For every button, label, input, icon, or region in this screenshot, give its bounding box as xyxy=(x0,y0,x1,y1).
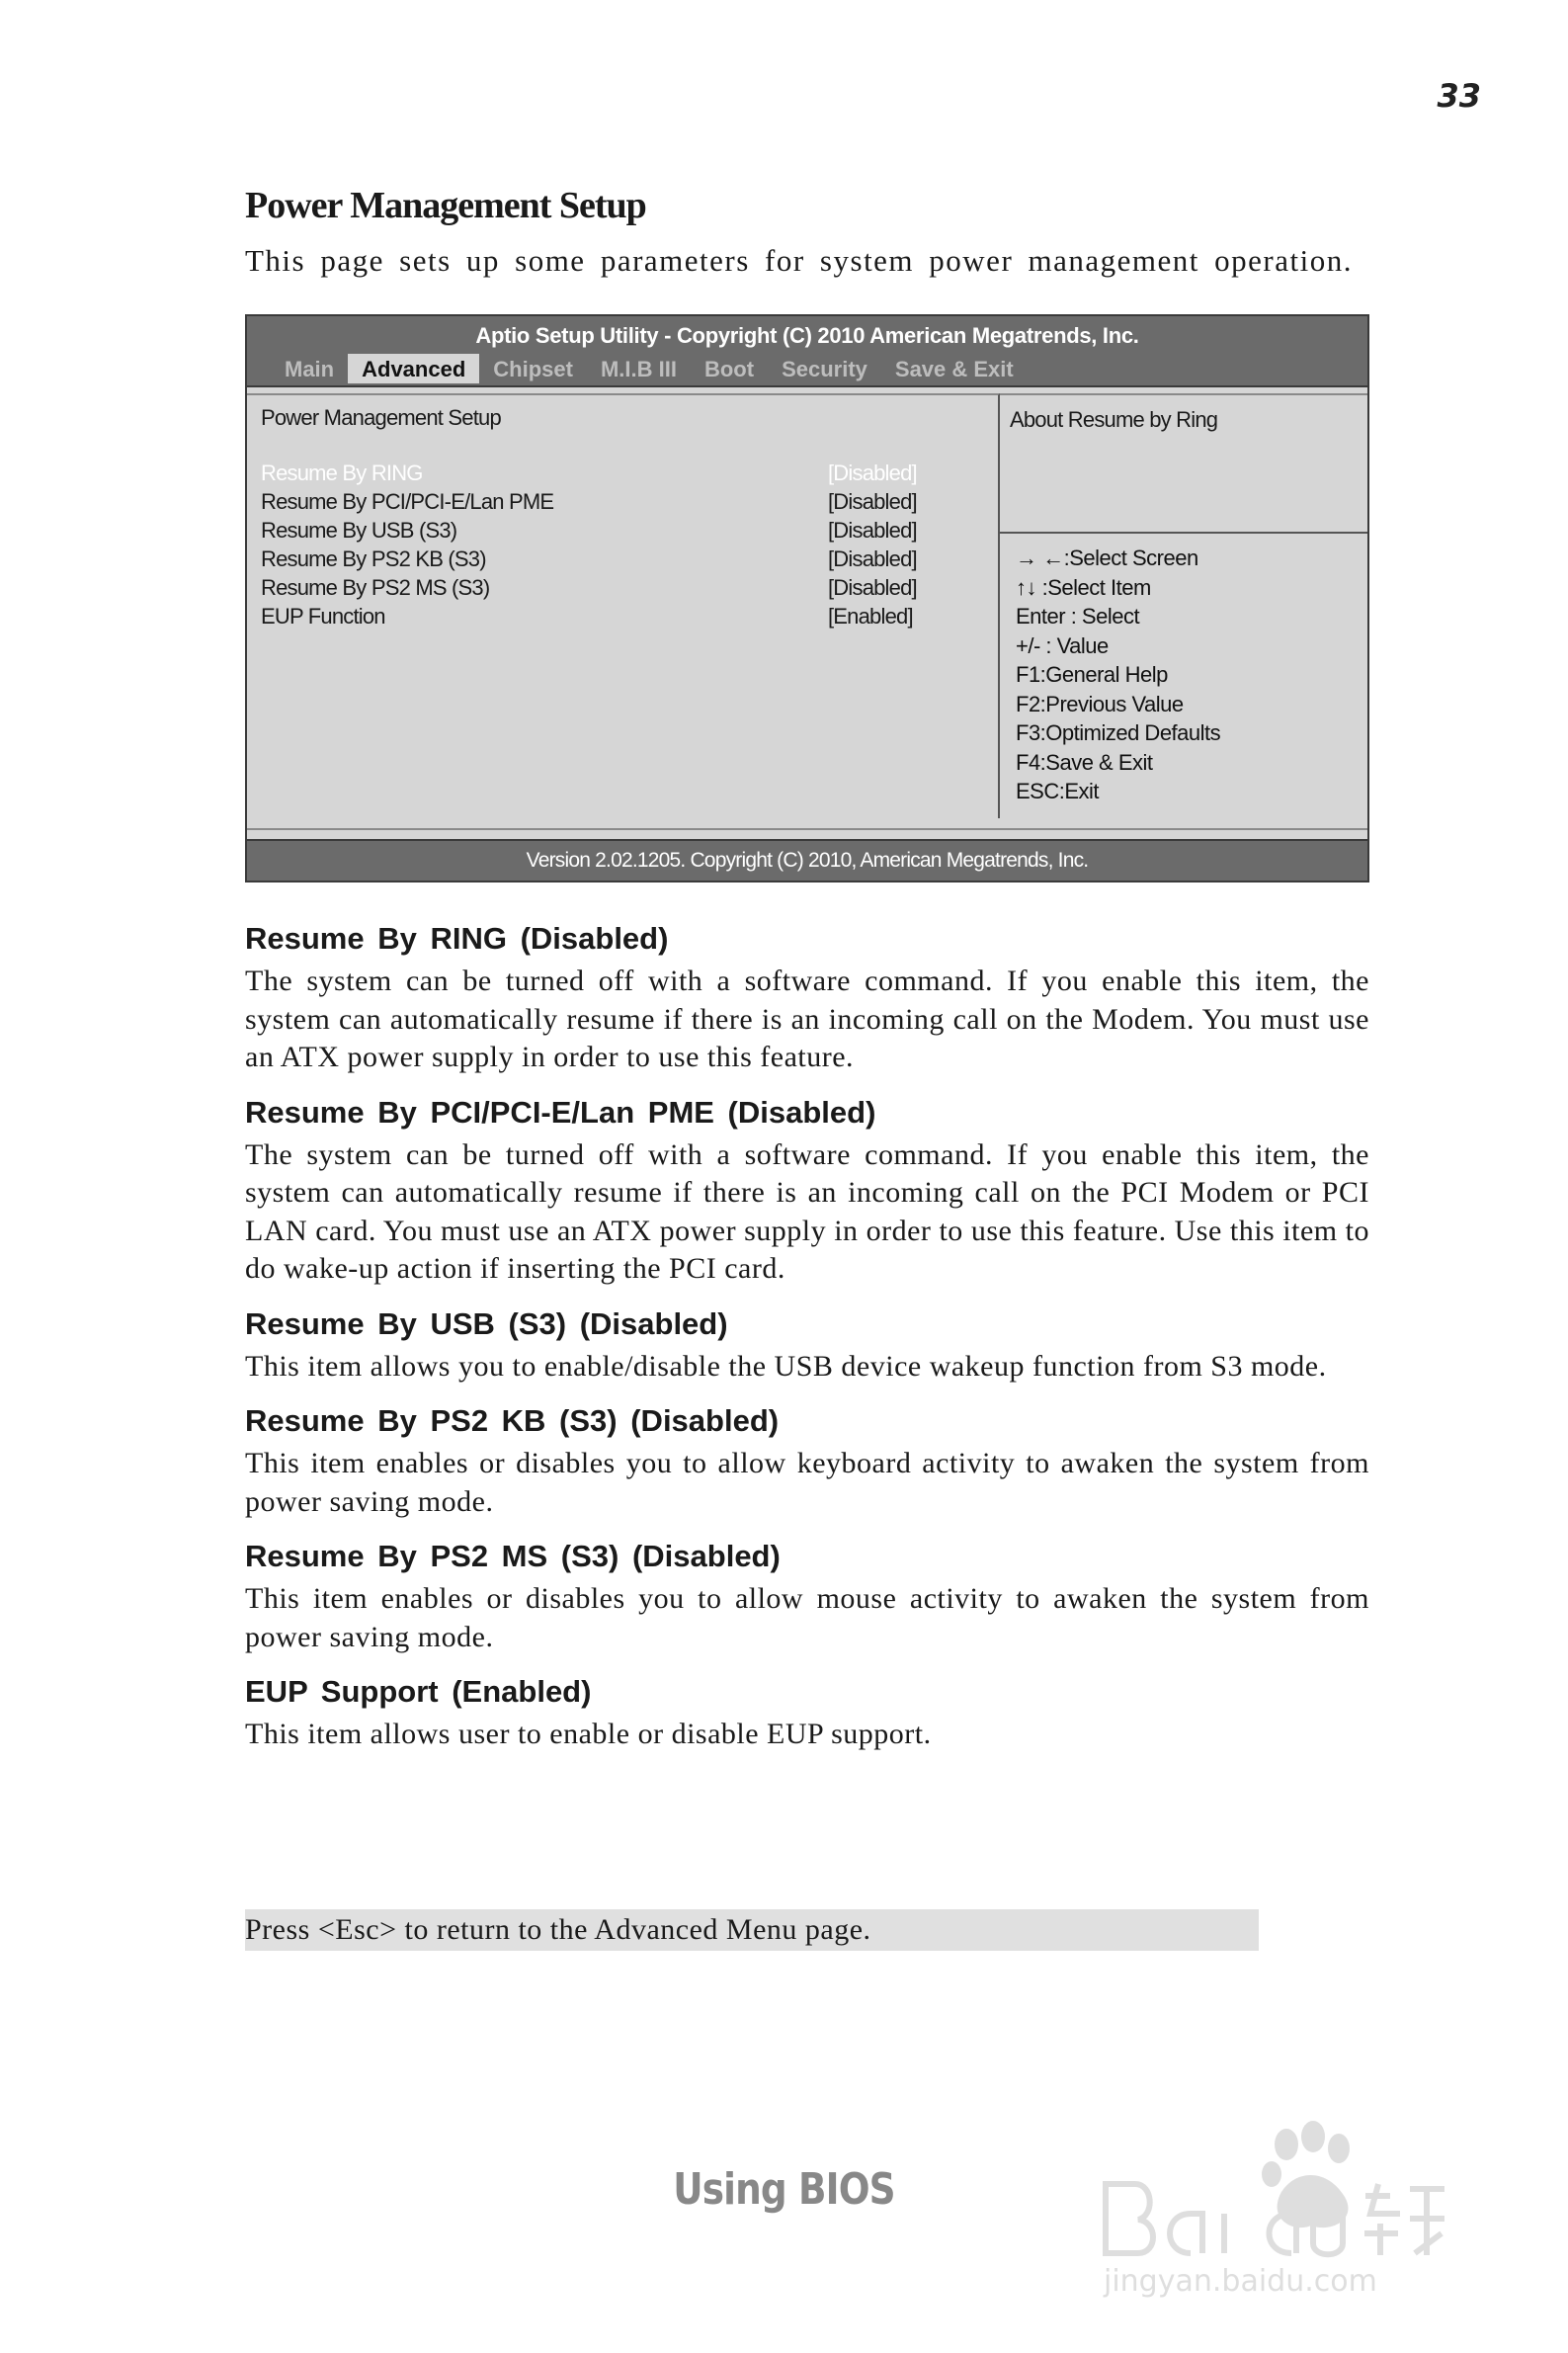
tab-save-exit[interactable]: Save & Exit xyxy=(894,357,1014,381)
tab-chipset[interactable]: Chipset xyxy=(493,357,573,381)
description-text: This item allows you to enable/disable the USB device wakeup function from S3 mode. xyxy=(245,1349,1327,1383)
bios-screenshot xyxy=(245,314,1369,882)
description-eup-support xyxy=(245,1674,1369,1754)
tab-main[interactable]: Main xyxy=(285,357,335,381)
description-resume-by-ps2-ms xyxy=(245,1539,1369,1656)
setting-value[interactable]: [Disabled] xyxy=(828,489,917,514)
setting-resume-by-ring[interactable] xyxy=(261,461,982,489)
setting-value[interactable]: [Disabled] xyxy=(828,518,917,543)
help-key-value: +/- : Value xyxy=(1016,632,1109,658)
page-intro: This page sets up some parameters for system power management operation. xyxy=(245,243,1353,278)
description-heading: EUP Support (Enabled) xyxy=(245,1674,592,1709)
help-key-f4: F4:Save & Exit xyxy=(1016,749,1153,775)
setting-label: Resume By PS2 KB (S3) xyxy=(261,546,486,571)
help-key-f3: F3:Optimized Defaults xyxy=(1016,720,1221,745)
about-text: About Resume by Ring xyxy=(1010,407,1218,432)
description-heading: Resume By USB (S3) (Disabled) xyxy=(245,1305,728,1341)
setting-descriptions xyxy=(245,921,1369,1772)
description-heading: Resume By RING (Disabled) xyxy=(245,921,669,956)
bios-help-panel xyxy=(1000,393,1367,818)
tab-security[interactable]: Security xyxy=(782,357,867,381)
setting-eup-function[interactable] xyxy=(261,604,982,632)
description-resume-by-pci xyxy=(245,1095,1369,1289)
baidu-watermark-logo xyxy=(1084,2115,1459,2303)
bios-footer: Version 2.02.1205. Copyright (C) 2010, American Megatrends, Inc. xyxy=(247,839,1367,881)
description-resume-by-ps2-kb xyxy=(245,1403,1369,1521)
setting-value[interactable]: [Disabled] xyxy=(828,575,917,600)
esc-note: Press <Esc> to return to the Advanced Menu page. xyxy=(245,1909,1259,1951)
help-key-esc: ESC:Exit xyxy=(1016,779,1100,803)
bios-header xyxy=(247,316,1367,387)
description-heading: Resume By PS2 MS (S3) (Disabled) xyxy=(245,1539,781,1573)
tab-advanced[interactable]: Advanced xyxy=(348,354,479,383)
description-resume-by-usb xyxy=(245,1306,1369,1387)
help-divider xyxy=(1000,532,1367,534)
page-title: Power Management Setup xyxy=(245,185,646,226)
description-resume-by-ring xyxy=(245,921,1369,1077)
setting-value[interactable]: [Disabled] xyxy=(828,461,917,485)
tab-mib-iii[interactable]: M.I.B III xyxy=(600,357,677,381)
setting-label: Resume By PS2 MS (S3) xyxy=(261,575,490,600)
setting-value[interactable]: [Enabled] xyxy=(828,604,913,629)
setting-resume-by-pci[interactable] xyxy=(261,489,982,518)
description-text: The system can be turned off with a software command. If you enable this item, the system can automatically resume if there is an incoming call on the PCI Modem or PCI LAN card. You must use an ATX power supply in order to use this feature. Use this item to do wake-up action if inserting the PCI card. xyxy=(245,1137,1369,1285)
setting-label: Resume By USB (S3) xyxy=(261,518,457,543)
page-number: 33 xyxy=(1437,77,1481,115)
setting-value[interactable]: [Disabled] xyxy=(828,546,917,571)
description-heading: Resume By PCI/PCI-E/Lan PME (Disabled) xyxy=(245,1094,876,1130)
setting-resume-by-ps2-kb[interactable] xyxy=(261,546,982,575)
help-keys xyxy=(1016,544,1220,806)
description-text: This item enables or disables you to allow keyboard activity to awaken the system from power saving mode. xyxy=(245,1447,1369,1518)
bios-section-title: Power Management Setup xyxy=(261,405,501,430)
bios-settings-panel xyxy=(247,393,1000,818)
tab-boot[interactable]: Boot xyxy=(703,357,755,381)
bios-tabs xyxy=(271,354,1028,383)
footer-title: Using BIOS xyxy=(673,2164,895,2215)
bios-bottom-divider xyxy=(247,828,1367,830)
svg-text:jingyan.baidu.com: jingyan.baidu.com xyxy=(1104,2264,1377,2299)
setting-resume-by-usb[interactable] xyxy=(261,518,982,546)
setting-label: EUP Function xyxy=(261,604,385,629)
help-key-enter: Enter : Select xyxy=(1016,604,1140,629)
setting-label: Resume By RING xyxy=(261,461,423,485)
description-text: This item enables or disables you to allow mouse activity to awaken the system from power saving mode. xyxy=(245,1582,1369,1653)
description-heading: Resume By PS2 KB (S3) (Disabled) xyxy=(245,1403,780,1438)
help-key-f2: F2:Previous Value xyxy=(1016,691,1184,716)
help-key-select-screen: → ←:Select Screen xyxy=(1016,546,1198,570)
setting-label: Resume By PCI/PCI-E/Lan PME xyxy=(261,489,554,514)
bios-settings-list xyxy=(261,461,982,632)
description-text: This item allows user to enable or disable EUP support. xyxy=(245,1718,932,1750)
help-key-select-item: ↑↓ :Select Item xyxy=(1016,574,1151,600)
setting-resume-by-ps2-ms[interactable] xyxy=(261,575,982,604)
help-key-f1: F1:General Help xyxy=(1016,662,1168,687)
description-text: The system can be turned off with a software command. If you enable this item, the system can automatically resume if there is an incoming call on the Modem. You must use an ATX power supply in order to use this feature. xyxy=(245,965,1369,1073)
bios-title: Aptio Setup Utility - Copyright (C) 2010 American Megatrends, Inc. xyxy=(475,323,1139,348)
